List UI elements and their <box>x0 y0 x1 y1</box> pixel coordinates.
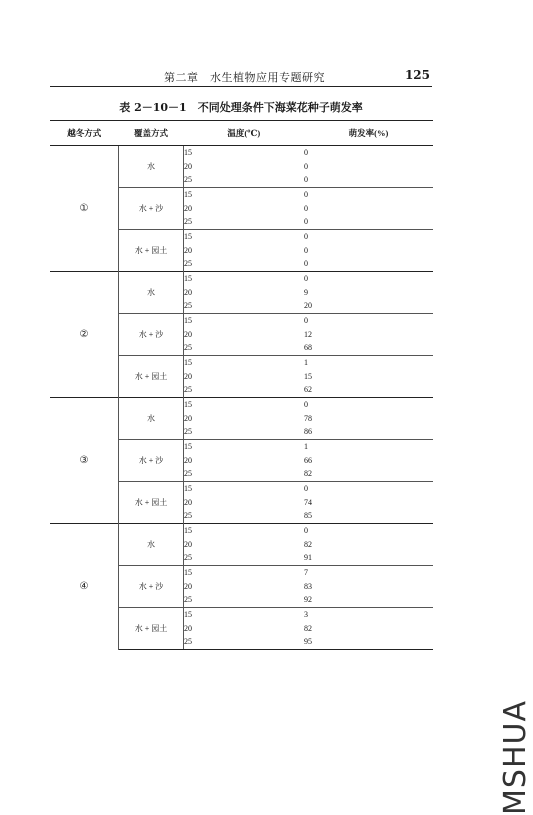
temperature-value: 25 <box>184 343 192 353</box>
temperature-cell <box>184 146 305 188</box>
temperature-cell <box>184 608 305 650</box>
temperature-value: 15 <box>184 316 192 326</box>
temperature-cell <box>184 482 305 524</box>
cover-method-cell: 水 + 园土 <box>119 230 184 272</box>
germination-rate-value: 78 <box>304 413 312 423</box>
temperature-cell <box>184 230 305 272</box>
temperature-value: 25 <box>184 217 192 227</box>
table-header-row <box>50 121 433 146</box>
germination-rate-cell <box>304 272 433 314</box>
germination-rate-value: 0 <box>304 232 308 242</box>
germination-rate-cell <box>304 146 433 188</box>
temperature-value: 20 <box>184 623 192 633</box>
column-header-temperature: 温度(℃) <box>184 121 305 146</box>
temperature-value: 15 <box>184 484 192 494</box>
germination-rate-value: 95 <box>304 637 312 647</box>
germination-rate-value: 82 <box>304 539 312 549</box>
table-body <box>50 146 433 650</box>
temperature-value: 20 <box>184 581 192 591</box>
temperature-cell <box>184 524 305 566</box>
cover-method-cell: 水 <box>119 272 184 314</box>
germination-rate-value: 1 <box>304 358 308 368</box>
temperature-value: 20 <box>184 413 192 423</box>
page-number: 125 <box>404 68 430 82</box>
germination-rate-value: 12 <box>304 329 312 339</box>
temperature-value: 25 <box>184 385 192 395</box>
germination-rate-value: 82 <box>304 469 312 479</box>
temperature-value: 20 <box>184 371 192 381</box>
germination-rate-cell <box>304 314 433 356</box>
temperature-value: 15 <box>184 274 192 284</box>
germination-rate-value: 85 <box>304 511 312 521</box>
temperature-value: 15 <box>184 400 192 410</box>
germination-rate-value: 83 <box>304 581 312 591</box>
temperature-value: 20 <box>184 539 192 549</box>
germination-rate-cell <box>304 188 433 230</box>
germination-rate-value: 15 <box>304 371 312 381</box>
temperature-cell <box>184 398 305 440</box>
temperature-value: 20 <box>184 455 192 465</box>
germination-rate-value: 0 <box>304 259 308 269</box>
temperature-value: 20 <box>184 287 192 297</box>
germination-rate-value: 0 <box>304 274 308 284</box>
table-row <box>50 398 433 440</box>
germination-rate-value: 7 <box>304 568 308 578</box>
temperature-value: 20 <box>184 497 192 507</box>
temperature-cell <box>184 314 305 356</box>
column-header-winter: 越冬方式 <box>50 121 119 146</box>
watermark-text: MSHUA <box>498 700 533 815</box>
cover-method-cell: 水 + 沙 <box>119 566 184 608</box>
germination-rate-cell <box>304 356 433 398</box>
germination-rate-value: 62 <box>304 385 312 395</box>
winter-method-cell: ② <box>50 272 119 398</box>
germination-rate-cell <box>304 482 433 524</box>
cover-method-cell: 水 + 园土 <box>119 608 184 650</box>
cover-method-cell: 水 + 园土 <box>119 482 184 524</box>
temperature-value: 20 <box>184 329 192 339</box>
temperature-value: 25 <box>184 637 192 647</box>
germination-rate-value: 0 <box>304 316 308 326</box>
cover-method-cell: 水 + 沙 <box>119 440 184 482</box>
temperature-value: 25 <box>184 301 192 311</box>
germination-rate-value: 3 <box>304 610 308 620</box>
germination-rate-cell <box>304 566 433 608</box>
germination-rate-value: 91 <box>304 553 312 563</box>
cover-method-cell: 水 <box>119 524 184 566</box>
temperature-value: 15 <box>184 232 192 242</box>
germination-rate-value: 0 <box>304 400 308 410</box>
column-header-cover: 覆盖方式 <box>119 121 184 146</box>
table-caption: 表 2－10－1 不同处理条件下海菜花种子萌发率 <box>119 101 363 114</box>
germination-rate-value: 0 <box>304 203 308 213</box>
temperature-value: 15 <box>184 526 192 536</box>
germination-rate-value: 68 <box>304 343 312 353</box>
germination-table <box>50 120 433 650</box>
temperature-value: 15 <box>184 190 192 200</box>
temperature-value: 25 <box>184 259 192 269</box>
germination-rate-cell <box>304 608 433 650</box>
temperature-cell <box>184 272 305 314</box>
germination-rate-cell <box>304 524 433 566</box>
running-header <box>50 64 432 87</box>
table-row <box>50 146 433 188</box>
winter-method-cell: ④ <box>50 524 119 650</box>
temperature-cell <box>184 440 305 482</box>
column-header-rate: 萌发率(%) <box>304 121 433 146</box>
winter-method-cell: ③ <box>50 398 119 524</box>
temperature-value: 25 <box>184 511 192 521</box>
cover-method-cell: 水 + 园土 <box>119 356 184 398</box>
table-row <box>50 272 433 314</box>
germination-rate-value: 0 <box>304 161 308 171</box>
germination-rate-value: 0 <box>304 175 308 185</box>
temperature-value: 15 <box>184 148 192 158</box>
germination-rate-value: 20 <box>304 301 312 311</box>
temperature-cell <box>184 566 305 608</box>
germination-rate-value: 66 <box>304 455 312 465</box>
temperature-value: 25 <box>184 595 192 605</box>
temperature-value: 25 <box>184 175 192 185</box>
table-row <box>50 524 433 566</box>
germination-rate-value: 1 <box>304 442 308 452</box>
cover-method-cell: 水 + 沙 <box>119 188 184 230</box>
cover-method-cell: 水 + 沙 <box>119 314 184 356</box>
winter-method-cell: ① <box>50 146 119 272</box>
temperature-value: 20 <box>184 203 192 213</box>
germination-rate-value: 92 <box>304 595 312 605</box>
germination-rate-value: 0 <box>304 484 308 494</box>
germination-rate-value: 74 <box>304 497 312 507</box>
temperature-value: 15 <box>184 610 192 620</box>
temperature-value: 20 <box>184 245 192 255</box>
germination-rate-value: 0 <box>304 217 308 227</box>
germination-rate-value: 82 <box>304 623 312 633</box>
temperature-value: 25 <box>184 427 192 437</box>
temperature-value: 15 <box>184 358 192 368</box>
germination-rate-value: 0 <box>304 190 308 200</box>
temperature-cell <box>184 356 305 398</box>
chapter-title: 第二章 水生植物应用专题研究 <box>164 71 325 84</box>
temperature-value: 20 <box>184 161 192 171</box>
germination-rate-value: 86 <box>304 427 312 437</box>
cover-method-cell: 水 <box>119 146 184 188</box>
cover-method-cell: 水 <box>119 398 184 440</box>
temperature-value: 25 <box>184 553 192 563</box>
germination-rate-value: 0 <box>304 148 308 158</box>
temperature-value: 15 <box>184 442 192 452</box>
germination-rate-cell <box>304 230 433 272</box>
germination-rate-cell <box>304 440 433 482</box>
germination-rate-value: 0 <box>304 245 308 255</box>
germination-rate-cell <box>304 398 433 440</box>
temperature-value: 15 <box>184 568 192 578</box>
germination-rate-value: 9 <box>304 287 308 297</box>
germination-rate-value: 0 <box>304 526 308 536</box>
temperature-cell <box>184 188 305 230</box>
temperature-value: 25 <box>184 469 192 479</box>
